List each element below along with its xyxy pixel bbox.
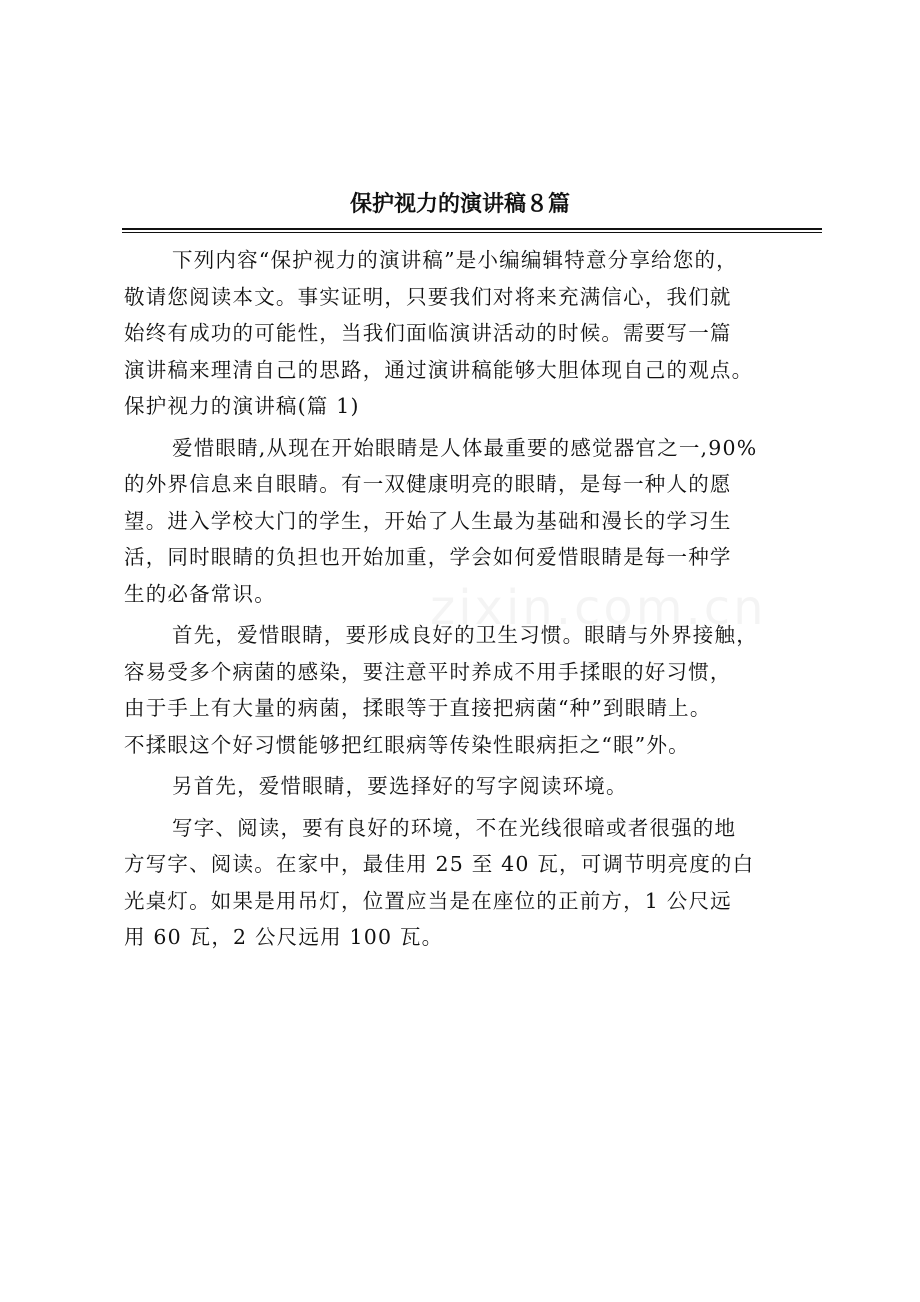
text-line: 另首先，爱惜眼睛，要选择好的写字阅读环境。 (172, 774, 628, 798)
text-line: 爱惜眼睛,从现在开始眼睛是人体最重要的感觉器官之一,90% (172, 435, 758, 460)
paragraph (124, 430, 824, 613)
paragraph (124, 810, 824, 956)
text-line: 不揉眼这个好习惯能够把红眼病等传染性眼病拒之“眼”外。 (124, 732, 690, 757)
paragraph (124, 617, 824, 763)
text-line: 方写字、阅读。在家中，最佳用 25 至 40 瓦，可调节明亮度的白 (124, 852, 755, 876)
text-line: 首先，爱惜眼睛，要形成良好的卫生习惯。眼睛与外界接触， (172, 623, 758, 647)
text-line: 由于手上有大量的病菌，揉眼等于直接把病菌“种”到眼睛上。 (124, 696, 712, 720)
text-line: 敬请您阅读本文。事实证明，只要我们对将来充满信心，我们就 (124, 284, 732, 309)
document-title: 保护视力的演讲稿８篇 (349, 192, 570, 217)
text-line: 始终有成功的可能性，当我们面临演讲活动的时候。需要写一篇 (124, 321, 732, 345)
text-line: 下列内容“保护视力的演讲稿”是小编编辑特意分享给您的， (172, 248, 738, 272)
text-line: 容易受多个病菌的感染，要注意平时养成不用手揉眼的好习惯， (124, 659, 732, 684)
text-line: 用 60 瓦，2 公尺远用 100 瓦。 (124, 925, 444, 949)
text-line: 活，同时眼睛的负担也开始加重，学会如何爱惜眼睛是每一种学 (124, 545, 732, 569)
document-body (124, 242, 824, 956)
text-line: 写字、阅读，要有良好的环境，不在光线很暗或者很强的地 (172, 815, 737, 840)
text-line: 的外界信息来自眼睛。有一双健康明亮的眼睛，是每一种人的愿 (124, 472, 732, 496)
text-line: 光桌灯。如果是用吊灯，位置应当是在座位的正前方，1 公尺远 (124, 888, 732, 913)
paragraph (124, 242, 824, 425)
text-line: 望。进入学校大门的学生，开始了人生最为基础和漫长的学习生 (124, 508, 732, 533)
text-line: 生的必备常识。 (124, 581, 276, 606)
section-heading: 保护视力的演讲稿(篇 1) (124, 394, 360, 418)
title-rule-thin (122, 232, 822, 233)
paragraph (124, 768, 824, 805)
text-line: 演讲稿来理清自己的思路，通过演讲稿能够大胆体现自己的观点。 (124, 357, 754, 382)
title-rule-thick (122, 228, 822, 230)
